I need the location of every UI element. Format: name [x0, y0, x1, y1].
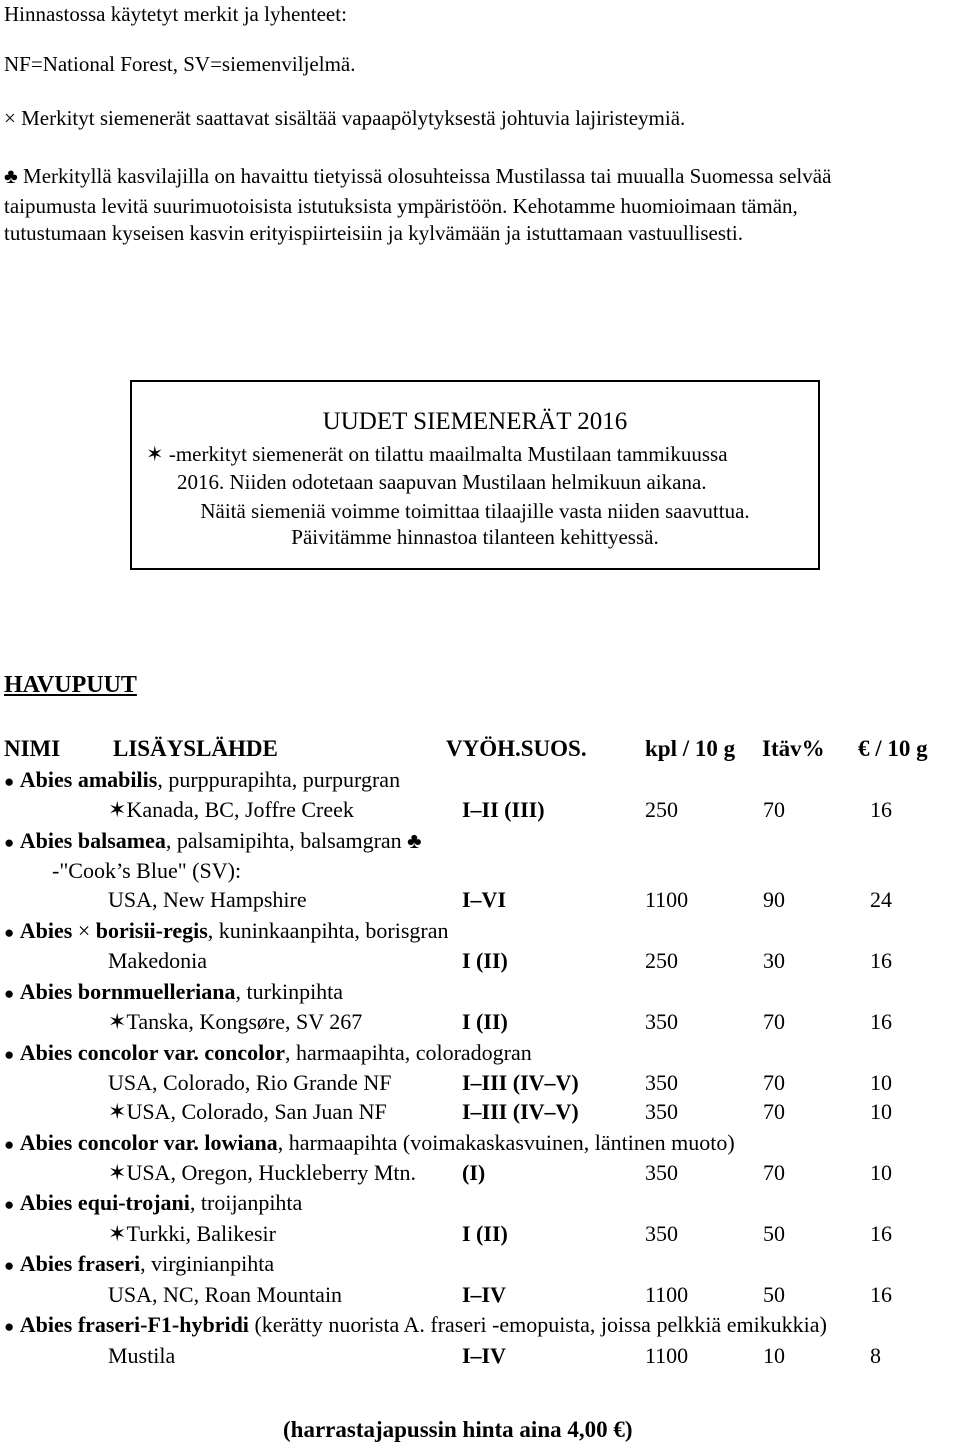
source-cell: ✶USA, Colorado, San Juan NF — [108, 1099, 387, 1124]
col-header-price: € / 10 g — [858, 736, 928, 761]
zone-cell: (I) — [462, 1160, 486, 1185]
source-cell: ✶USA, Oregon, Huckleberry Mtn. — [108, 1160, 417, 1185]
new-seed-lots-notice — [130, 380, 820, 570]
notice-title: UUDET SIEMENERÄT 2016 — [322, 408, 628, 435]
zone-cell: I–III (IV–V) — [462, 1070, 579, 1095]
germination-cell: 30 — [763, 948, 785, 973]
count-cell: 1100 — [645, 887, 689, 912]
germination-cell: 70 — [763, 1070, 785, 1095]
price-cell: 10 — [870, 1070, 892, 1095]
hybrid-icon: × — [4, 106, 16, 130]
notice-line4: Päivitämme hinnastoa tilanteen kehittyessä. — [291, 525, 659, 549]
price-cell: 16 — [870, 1282, 892, 1307]
count-cell: 1100 — [645, 1282, 689, 1307]
species-entry: ● Abies concolor var. concolor, harmaapihta, coloradogran — [4, 1040, 532, 1065]
col-header-germination: Itäv% — [762, 736, 825, 761]
germination-cell: 70 — [763, 1009, 785, 1034]
hobby-packet-price-note: (harrastajapussin hinta aina 4,00 €) — [283, 1417, 633, 1442]
count-cell: 250 — [645, 948, 678, 973]
germination-cell: 10 — [763, 1343, 785, 1368]
source-cell: Makedonia — [108, 948, 207, 973]
zone-cell: I–IV — [462, 1343, 507, 1368]
hybrid-note — [4, 106, 685, 130]
species-entry: ● Abies fraseri-F1-hybridi (kerätty nuorista A. fraseri -emopuista, joissa pelkkiä emikukkia) — [4, 1312, 827, 1337]
source-cell: ✶Kanada, BC, Joffre Creek — [108, 797, 354, 822]
club-icon: ♣ — [407, 828, 422, 853]
hybrid-note-text: Merkityt siemenerät saattavat sisältää vapaapölytyksestä johtuvia lajiristeymiä. — [15, 106, 686, 130]
notice-line1: ✶ -merkityt siemenerät on tilattu maailmalta Mustilaan tammikuussa — [146, 442, 728, 466]
invasive-note-line1: ♣ Merkityllä kasvilajilla on havaittu tietyissä olosuhteissa Mustilassa tai muualla Suomessa selvää — [4, 164, 832, 188]
star-icon: ✶ — [108, 1160, 127, 1185]
count-cell: 350 — [645, 1160, 678, 1185]
species-entry: ● Abies concolor var. lowiana, harmaapihta (voimakaskasvuinen, läntinen muoto) — [4, 1130, 735, 1155]
col-header-count: kpl / 10 g — [645, 736, 736, 761]
cultivar-label: -"Cook’s Blue" (SV): — [52, 858, 242, 883]
bullet-icon: ● — [4, 923, 15, 942]
notice-line3: Näitä siemeniä voimme toimittaa tilaajille vasta niiden saavuttua. — [200, 499, 750, 523]
bullet-icon: ● — [4, 772, 15, 791]
species-entry: ● Abies fraseri, virginianpihta — [4, 1251, 275, 1276]
col-header-zone: VYÖH.SUOS. — [446, 736, 587, 761]
star-icon: ✶ — [108, 1221, 127, 1246]
zone-cell: I–III (IV–V) — [462, 1099, 579, 1124]
species-entry: ● Abies balsamea, palsamipihta, balsamgran ♣ — [4, 828, 422, 853]
count-cell: 350 — [645, 1070, 678, 1095]
count-cell: 250 — [645, 797, 678, 822]
star-icon: ✶ — [108, 1099, 127, 1124]
species-entry: ● Abies equi-trojani, troijanpihta — [4, 1190, 303, 1215]
notice-line2: 2016. Niiden odotetaan saapuvan Mustilaan helmikuun aikana. — [177, 470, 707, 494]
star-icon: ✶ — [108, 1009, 127, 1034]
germination-cell: 90 — [763, 887, 785, 912]
star-icon: ✶ — [146, 442, 164, 466]
zone-cell: I (II) — [462, 1009, 508, 1034]
club-icon: ♣ — [4, 164, 18, 188]
price-cell: 10 — [870, 1160, 892, 1185]
price-cell: 8 — [870, 1343, 881, 1368]
price-cell: 16 — [870, 948, 892, 973]
germination-cell: 50 — [763, 1282, 785, 1307]
legend-title: Hinnastossa käytetyt merkit ja lyhenteet: — [4, 2, 347, 26]
bullet-icon: ● — [4, 833, 15, 852]
bullet-icon: ● — [4, 1045, 15, 1064]
count-cell: 350 — [645, 1221, 678, 1246]
price-cell: 16 — [870, 797, 892, 822]
source-cell: USA, New Hampshire — [108, 887, 307, 912]
source-cell: Mustila — [108, 1343, 176, 1368]
price-cell: 24 — [870, 887, 892, 912]
bullet-icon: ● — [4, 1195, 15, 1214]
germination-cell: 70 — [763, 1160, 785, 1185]
count-cell: 350 — [645, 1009, 678, 1034]
section-title: HAVUPUUT — [4, 672, 137, 698]
zone-cell: I–IV — [462, 1282, 507, 1307]
invasive-note-line2: taipumusta levitä suurimuotoisista istutuksista ympäristöön. Kehotamme huomioimaan tämän, — [4, 194, 798, 218]
germination-cell: 70 — [763, 797, 785, 822]
col-header-source: LISÄYSLÄHDE — [113, 736, 278, 761]
germination-cell: 70 — [763, 1099, 785, 1124]
count-cell: 350 — [645, 1099, 678, 1124]
invasive-note-line3: tutustumaan kyseisen kasvin erityispiirteisiin ja kylvämään ja istuttamaan vastuullisesti. — [4, 221, 743, 245]
bullet-icon: ● — [4, 1135, 15, 1154]
star-icon: ✶ — [108, 797, 127, 822]
col-header-name: NIMI — [4, 736, 61, 761]
bullet-icon: ● — [4, 984, 15, 1003]
germination-cell: 50 — [763, 1221, 785, 1246]
bullet-icon: ● — [4, 1317, 15, 1336]
price-cell: 16 — [870, 1009, 892, 1034]
hybrid-icon: × — [77, 918, 96, 943]
abbreviation-note: NF=National Forest, SV=siemenviljelmä. — [4, 52, 356, 76]
source-cell: ✶Tanska, Kongsøre, SV 267 — [108, 1009, 363, 1034]
count-cell: 1100 — [645, 1343, 689, 1368]
zone-cell: I (II) — [462, 1221, 508, 1246]
zone-cell: I (II) — [462, 948, 508, 973]
source-cell: ✶Turkki, Balikesir — [108, 1221, 276, 1246]
source-cell: USA, Colorado, Rio Grande NF — [108, 1070, 392, 1095]
bullet-icon: ● — [4, 1256, 15, 1275]
species-entry: ● Abies bornmuelleriana, turkinpihta — [4, 979, 344, 1004]
species-entry: ● Abies amabilis, purppurapihta, purpurgran — [4, 767, 401, 792]
zone-cell: I–VI — [462, 887, 507, 912]
species-entry: ● Abies × borisii-regis, kuninkaanpihta, borisgran — [4, 918, 449, 943]
price-cell: 10 — [870, 1099, 892, 1124]
price-cell: 16 — [870, 1221, 892, 1246]
zone-cell: I–II (III) — [462, 797, 545, 822]
source-cell: USA, NC, Roan Mountain — [108, 1282, 343, 1307]
